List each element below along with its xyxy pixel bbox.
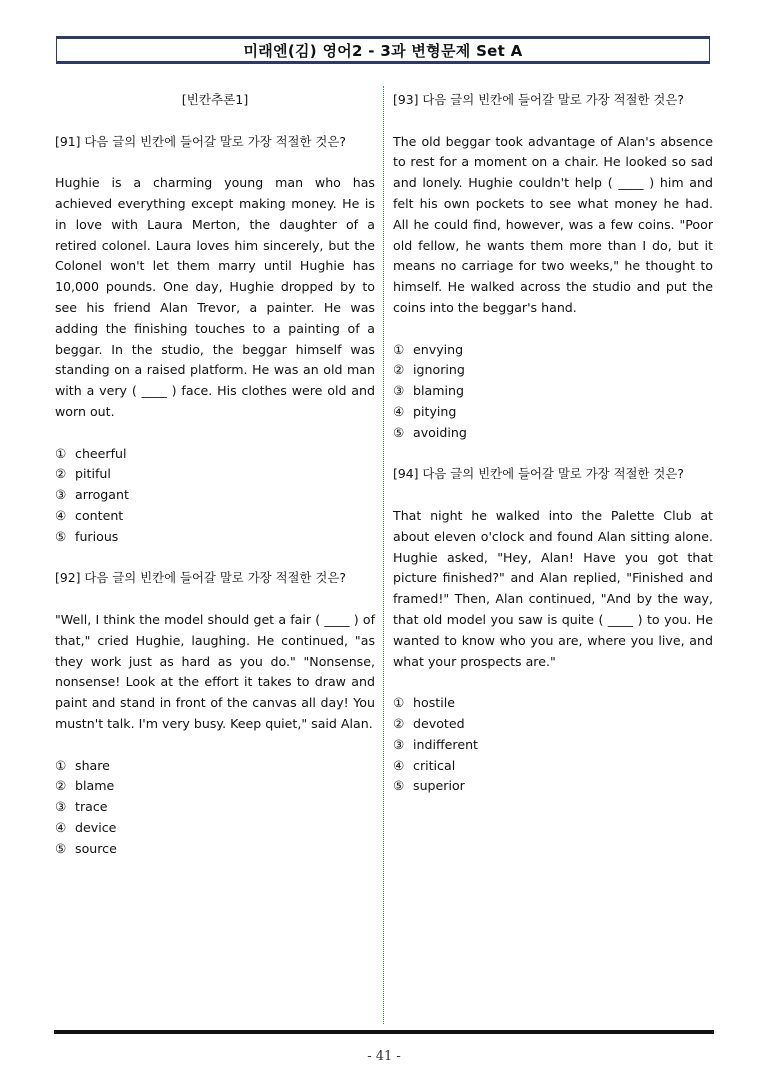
option-item: ② ignoring <box>393 362 465 378</box>
option-item: ② devoted <box>393 715 465 731</box>
question-92: [92] 다음 글의 빈칸에 들어갈 말로 가장 적절한 것은? <box>55 570 346 586</box>
option-item: ① hostile <box>393 695 455 711</box>
question-93: [93] 다음 글의 빈칸에 들어갈 말로 가장 적절한 것은? <box>393 92 684 107</box>
right-column <box>393 90 713 797</box>
option-item: ③ arrogant <box>55 487 129 503</box>
left-column <box>55 90 375 859</box>
question-91: [91] 다음 글의 빈칸에 들어갈 말로 가장 적절한 것은? <box>55 133 346 149</box>
option-item: ① envying <box>393 341 464 357</box>
header-title-box <box>56 36 710 64</box>
option-item: ③ blaming <box>393 383 464 399</box>
page-number: - 41 - <box>367 1049 401 1064</box>
option-item: ④ content <box>55 507 124 523</box>
options-91 <box>55 444 375 548</box>
option-item: ② pitiful <box>55 466 111 482</box>
option-item: ⑤ avoiding <box>393 424 467 440</box>
option-item: ⑤ superior <box>393 778 465 794</box>
option-item: ① share <box>55 757 110 773</box>
option-item: ④ critical <box>393 757 456 773</box>
options-92 <box>55 756 375 860</box>
option-item: ② blame <box>55 778 115 794</box>
option-item: ④ pitying <box>393 403 457 419</box>
option-item: ③ indifferent <box>393 736 478 752</box>
option-item: ⑤ furious <box>55 528 119 544</box>
option-item: ④ device <box>55 819 117 835</box>
passage-93: The old beggar took advantage of Alan's absence to rest for a moment on a chair. He looked so sad and lonely. Hughie couldn't help ( ____ ) him and felt his own pockets to see what money he had. All he could find, however, was a few coins. "Poor old fellow, he wants them more than I do, but it means no carriage for two weeks," he thought to himself. He walked across the studio and put the coins into the beggar's hand. <box>393 133 713 315</box>
question-94: [94] 다음 글의 빈칸에 들어갈 말로 가장 적절한 것은? <box>393 466 684 482</box>
footer-rule <box>54 1030 714 1034</box>
page-title: 미래엔(김) 영어2 - 3과 변형문제 Set A <box>243 41 523 60</box>
passage-92: "Well, I think the model should get a fair ( ____ ) of that," cried Hughie, laughing. He continued, "as they work just as hard as you do." "Nonsense, nonsense! Look at the effort it takes to draw and paint and stand in front of the canvas all day! You mustn't talk. I'm very busy. Keep quiet," said Alan. <box>55 611 375 731</box>
options-93 <box>393 340 713 444</box>
option-item: ③ trace <box>55 799 108 815</box>
option-item: ① cheerful <box>55 445 127 461</box>
section-label: [빈칸추론1] <box>181 92 249 107</box>
passage-94: That night he walked into the Palette Club at about eleven o'clock and found Alan sitting alone. Hughie asked, "Hey, Alan! Have you got that picture finished?" and Alan replied, "Finished and framed!" Then, Alan continued, "And by the way, that old model you saw is quite ( ____ ) to you. He wanted to know who you are, where you live, and what your prospects are." <box>393 507 713 669</box>
column-divider <box>383 86 384 1024</box>
passage-91: Hughie is a charming young man who has achieved everything except making money. He is in love with Laura Merton, the daughter of a retired colonel. Laura loves him sincerely, but the Colonel won't let them marry until Hughie has 10,000 pounds. One day, Hughie dropped by to see his friend Alan Trevor, a painter. He was adding the finishing touches to a painting of a beggar. In the studio, the beggar himself was standing on a raised platform. He was an old man with a very ( ____ ) face. His clothes were old and worn out. <box>55 175 375 419</box>
options-94 <box>393 693 713 797</box>
option-item: ⑤ source <box>55 840 117 856</box>
